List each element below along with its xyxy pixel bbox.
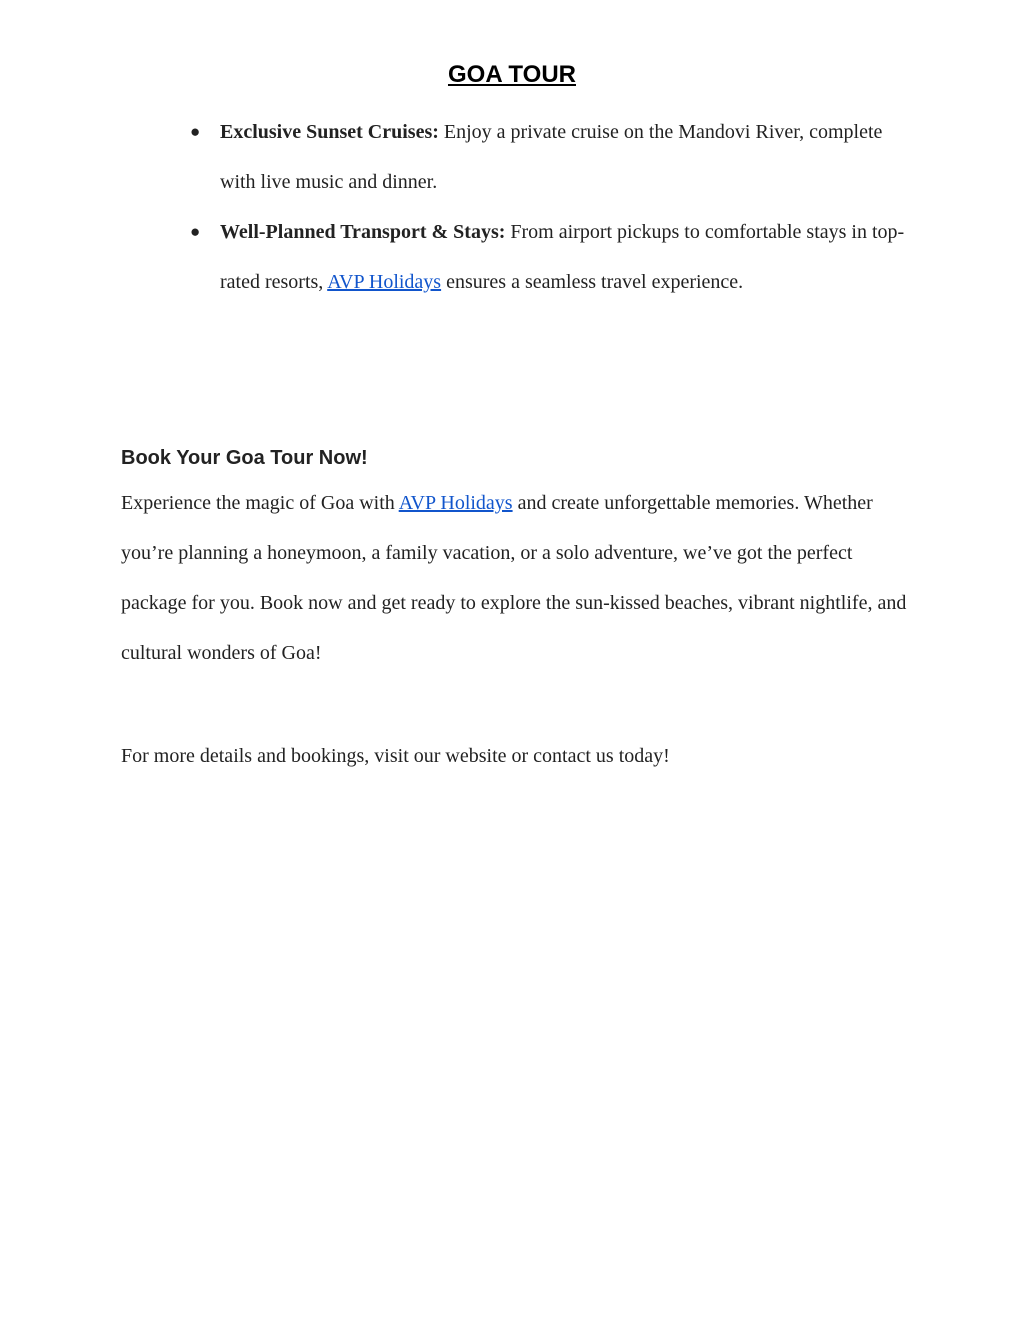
booking-paragraph xyxy=(121,478,911,678)
avp-holidays-link[interactable]: AVP Holidays xyxy=(327,271,442,293)
bullet-heading: Exclusive Sunset Cruises: xyxy=(220,121,439,143)
bullet-text: Enjoy a private cruise on the Mandovi River, complete with live music and dinner. xyxy=(220,121,883,193)
paragraph-text: and create unforgettable memories. Whether you’re planning a honeymoon, a family vacation, or a solo adventure, we’ve got the perfect package for you. Book now and get ready to explore the sun-kissed beaches, vibrant nightlife, and cultural wonders of Goa! xyxy=(121,492,907,664)
bullet-text: ensures a seamless travel experience. xyxy=(441,271,744,293)
page-title: GOA TOUR xyxy=(447,61,576,88)
bullet-text: From airport pickups to comfortable stays in top-rated resorts, xyxy=(220,221,905,293)
bullet-icon: ● xyxy=(190,222,201,241)
feature-list xyxy=(0,107,1024,307)
section-heading: Book Your Goa Tour Now! xyxy=(121,447,368,469)
bullet-heading: Well-Planned Transport & Stays: xyxy=(220,221,506,243)
contact-paragraph: For more details and bookings, visit our website or contact us today! xyxy=(121,745,670,767)
paragraph-text: Experience the magic of Goa with xyxy=(121,492,399,514)
bullet-icon: ● xyxy=(190,122,201,141)
avp-holidays-link[interactable]: AVP Holidays xyxy=(398,492,513,514)
list-item xyxy=(0,207,910,307)
list-item xyxy=(0,107,910,207)
